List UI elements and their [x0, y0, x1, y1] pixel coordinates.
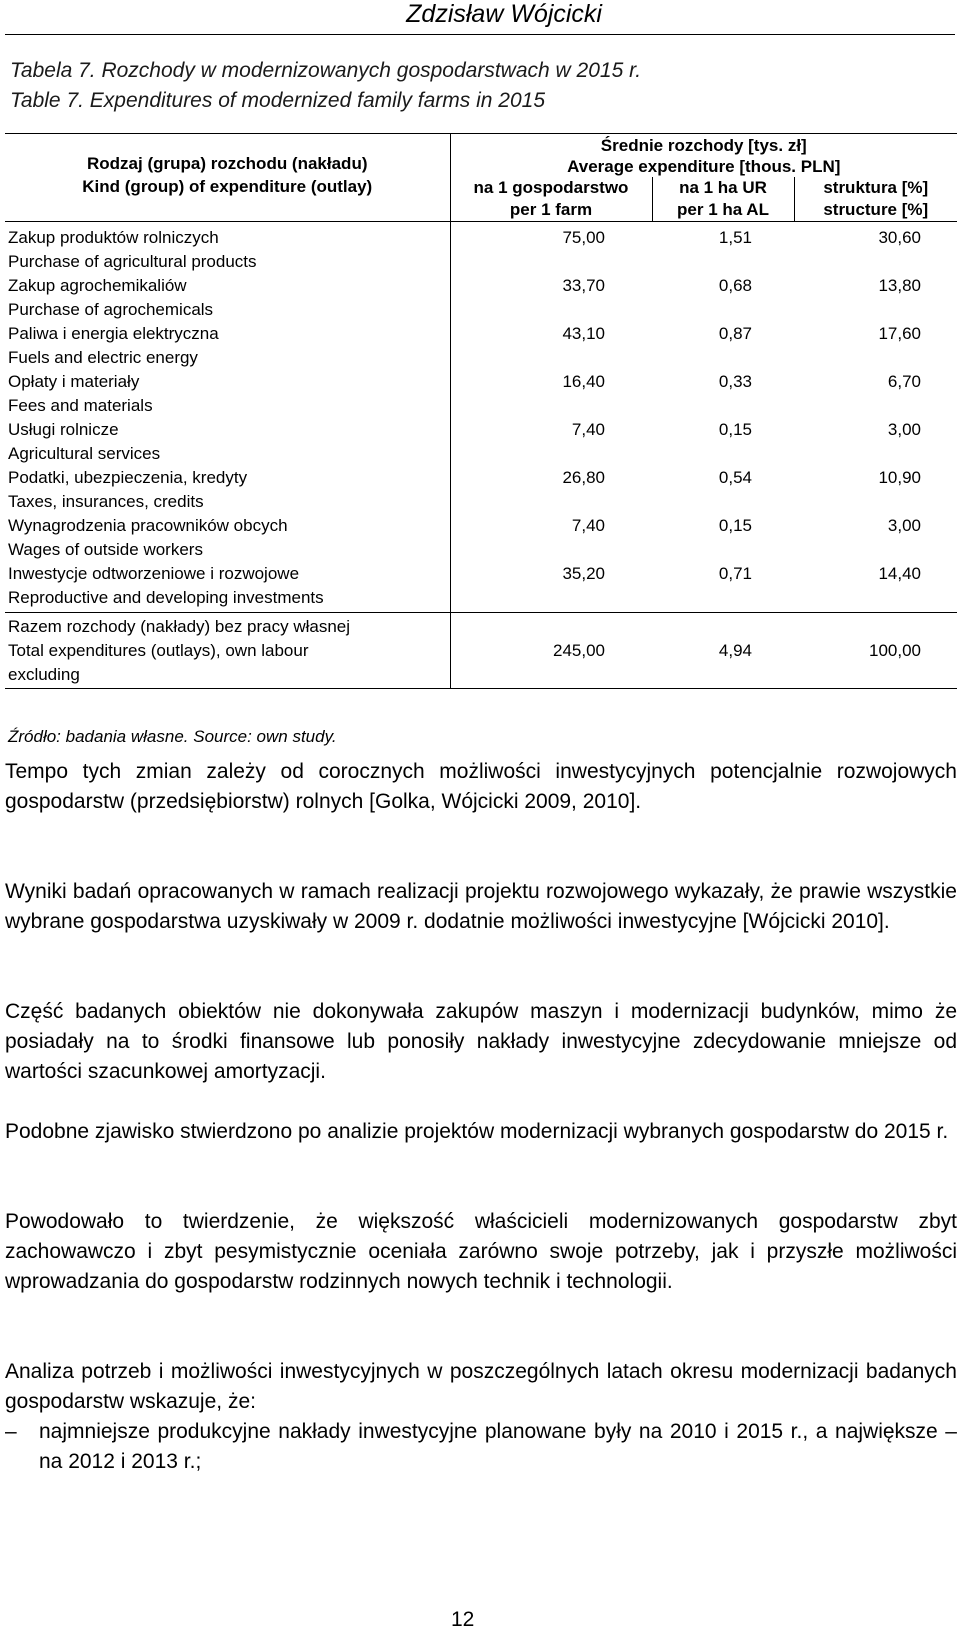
table-row [5, 322, 957, 370]
cell-per-ha: 1,51 [718, 228, 752, 247]
row-label-pl: Wynagrodzenia pracowników obcych [8, 516, 288, 535]
total-structure: 100,00 [794, 613, 957, 689]
row-label-pl: Podatki, ubezpieczenia, kredyty [8, 468, 248, 487]
table-row [5, 466, 957, 514]
header-group-en: Average expenditure [thous. PLN] [567, 157, 841, 176]
total-label-en: Total expenditures (outlays), own labour [8, 641, 309, 660]
row-label-pl: Usługi rolnicze [8, 420, 119, 439]
subheader-ha-en: per 1 ha AL [677, 200, 769, 219]
total-per-farm: 245,00 [450, 613, 652, 689]
cell-per-farm: 75,00 [562, 228, 605, 247]
subheader-structure-en: structure [%] [823, 200, 929, 219]
cell-structure: 6,70 [887, 372, 922, 391]
subheader-farm-en: per 1 farm [509, 200, 593, 219]
table-row [5, 514, 957, 562]
cell-per-ha: 0,15 [718, 420, 752, 439]
paragraph-1: Tempo tych zmian zależy od corocznych możliwości inwestycyjnych potencjalnie rozwojowych gospodarstw (przedsiębiorstw) rolnych [Golka, Wójcicki 2009, 2010]. [5, 760, 957, 813]
row-label-en: Purchase of agricultural products [8, 252, 257, 271]
row-label-en: Taxes, insurances, credits [8, 492, 204, 511]
row-label-en: Purchase of agrochemicals [8, 300, 214, 319]
row-label [5, 222, 450, 275]
running-header-author: Zdzisław Wójcicki [406, 0, 602, 28]
cell-per-ha: 0,54 [718, 468, 752, 487]
subheader-ha-pl: na 1 ha UR [679, 178, 767, 197]
total-label-en-cont: excluding [8, 665, 80, 684]
cell-per-farm: 7,40 [571, 420, 605, 439]
table-row [5, 418, 957, 466]
row-label-pl: Inwestycje odtworzeniowe i rozwojowe [8, 564, 300, 583]
total-label-pl: Razem rozchody (nakłady) bez pracy własnej [8, 617, 351, 636]
subheader-structure-pl: struktura [%] [823, 178, 929, 197]
cell-per-ha: 0,33 [718, 372, 752, 391]
table-row [5, 562, 957, 613]
table-row [5, 274, 957, 322]
table-header-row [5, 134, 957, 178]
cell-structure: 30,60 [878, 228, 922, 247]
header-kind-en: Kind (group) of expenditure (outlay) [82, 177, 373, 196]
cell-per-ha: 0,15 [718, 516, 752, 535]
paragraph-2: Wyniki badań opracowanych w ramach realizacji projektu rozwojowego wykazały, że prawie wszystkie wybrane gospodarstwa uzyskiwały w 2009 r. dodatnie możliwości inwestycyjne [Wójcicki 2010]. [5, 880, 957, 933]
header-kind-cell [5, 134, 450, 222]
row-label [5, 562, 450, 613]
cell-per-farm: 43,10 [562, 324, 605, 343]
cell-per-farm: 16,40 [562, 372, 605, 391]
cell-structure: 3,00 [887, 420, 922, 439]
header-group-cell [450, 134, 957, 178]
row-label [5, 466, 450, 514]
table-total-row [5, 613, 957, 689]
cell-structure: 10,90 [878, 468, 922, 487]
paragraph-4: Podobne zjawisko stwierdzono po analizie projektów modernizacji wybranych gospodarstw do 2015 r. [5, 1120, 949, 1143]
row-label [5, 322, 450, 370]
header-kind-pl: Rodzaj (grupa) rozchodu (nakładu) [87, 154, 368, 173]
table-row [5, 222, 957, 275]
page-number: 12 [451, 1608, 475, 1631]
total-per-ha: 4,94 [652, 613, 794, 689]
row-label-pl: Zakup agrochemikaliów [8, 276, 187, 295]
paragraph-3: Część badanych obiektów nie dokonywała zakupów maszyn i modernizacji budynków, mimo że posiadały na to środki finansowe lub ponosiły nakłady inwestycyjne zdecydowanie mniejsze od wartości szacunkowej amortyzacji. [5, 1000, 957, 1083]
cell-structure: 13,80 [878, 276, 922, 295]
paragraph-5: Powodowało to twierdzenie, że większość właścicieli modernizowanych gospodarstw zbyt zachowawczo i zbyt pesymistycznie oceniała zarówno swoje potrzeby, jak i przyszłe możliwości wprowadzania do gospodarstw rodzinnych nowych technik i technologii. [5, 1210, 957, 1293]
row-label-en: Reproductive and developing investments [8, 588, 324, 607]
table-row [5, 370, 957, 418]
cell-structure: 17,60 [878, 324, 922, 343]
table-caption-en: Table 7. Expenditures of modernized family farms in 2015 [10, 89, 546, 112]
cell-structure: 14,40 [878, 564, 922, 583]
subheader-farm-pl: na 1 gospodarstwo [473, 178, 629, 197]
subheader-structure [794, 177, 957, 222]
row-label [5, 370, 450, 418]
table-source-note: Źródło: badania własne. Source: own study. [8, 727, 337, 746]
list-item-text: najmniejsze produkcyjne nakłady inwestycyjne planowane były na 2010 i 2015 r., a największe – na 2012 i 2013 r.; [39, 1420, 957, 1473]
subheader-farm [450, 177, 652, 222]
row-label [5, 274, 450, 322]
list-item [5, 1417, 957, 1477]
row-label-en: Fees and materials [8, 396, 153, 415]
row-label-pl: Opłaty i materiały [8, 372, 140, 391]
row-label [5, 514, 450, 562]
header-rule [5, 34, 955, 35]
cell-per-ha: 0,87 [718, 324, 752, 343]
row-label-en: Fuels and electric energy [8, 348, 198, 367]
table-caption-pl: Tabela 7. Rozchody w modernizowanych gospodarstwach w 2015 r. [10, 59, 642, 82]
cell-per-ha: 0,68 [718, 276, 752, 295]
row-label-pl: Zakup produktów rolniczych [8, 228, 219, 247]
cell-per-farm: 26,80 [562, 468, 605, 487]
cell-per-farm: 33,70 [562, 276, 605, 295]
header-group-pl: Średnie rozchody [tys. zł] [600, 136, 807, 155]
cell-per-farm: 35,20 [562, 564, 605, 583]
row-label [5, 418, 450, 466]
cell-per-ha: 0,71 [718, 564, 752, 583]
list-dash: – [5, 1420, 17, 1443]
cell-per-farm: 7,40 [571, 516, 605, 535]
row-label-en: Wages of outside workers [8, 540, 203, 559]
subheader-ha [652, 177, 794, 222]
expenditure-table [5, 133, 957, 689]
row-label-en: Agricultural services [8, 444, 161, 463]
row-label-pl: Paliwa i energia elektryczna [8, 324, 219, 343]
paragraph-6: Analiza potrzeb i możliwości inwestycyjnych w poszczególnych latach okresu modernizacji badanych gospodarstw wskazuje, że: [5, 1360, 957, 1413]
cell-structure: 3,00 [887, 516, 922, 535]
total-label [5, 613, 450, 689]
